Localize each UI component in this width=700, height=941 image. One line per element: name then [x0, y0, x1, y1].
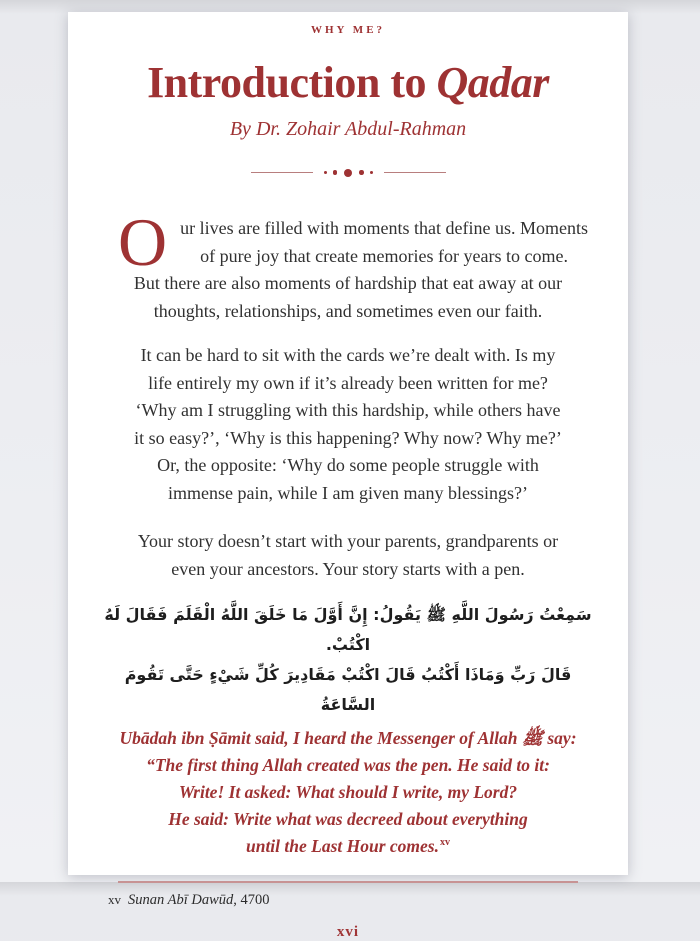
- ornament-line-left: [251, 172, 313, 173]
- body-line: ‘Why am I struggling with this hardship, while others have: [135, 400, 561, 420]
- paragraph-story: [104, 528, 592, 583]
- arabic-line: سَمِعْتُ رَسُولَ اللَّهِ ﷺ يَقُولُ: إِنَّ أَوَّلَ مَا خَلَقَ اللَّهُ الْقَلَمَ فَقَالَ لَهُ اكْتُبْ.: [104, 605, 592, 654]
- quote-line: “The first thing Allah created was the pen. He said to it:: [146, 755, 550, 775]
- ornament-dot: [370, 171, 373, 174]
- paragraph-questions: [104, 342, 592, 507]
- drop-cap: O: [118, 204, 168, 280]
- footnote-marker: xv: [108, 891, 121, 907]
- ornament-dot: [344, 169, 352, 177]
- footnote-source: Sunan Abī Dawūd: [128, 891, 234, 908]
- footnote: [104, 891, 592, 909]
- ornament-line-right: [384, 172, 446, 173]
- body-line: it so easy?’, ‘Why is this happening? Why now? Why me?’: [134, 427, 562, 448]
- hadith-translation: [104, 725, 592, 860]
- footnote-reference: xv: [440, 837, 450, 849]
- footnote-suffix: , 4700: [233, 891, 270, 908]
- quote-line-text: until the Last Hour comes.: [245, 836, 439, 856]
- running-head: WHY ME?: [310, 24, 386, 36]
- body-line: Your story doesn’t start with your parents, grandparents or: [137, 531, 559, 551]
- quote-line: He said: Write what was decreed about everything: [168, 809, 528, 829]
- chapter-title-emphasis: Qadar: [436, 58, 549, 107]
- body-line: of pure joy that create memories for years to come.: [200, 245, 568, 266]
- page-number: xvi: [336, 923, 360, 940]
- quote-line: [104, 833, 592, 860]
- chapter-title: [104, 58, 592, 108]
- paragraph-opening: [104, 204, 592, 325]
- document-page[interactable]: [68, 12, 628, 940]
- body-line: ur lives are filled with moments that define us. Moments: [180, 218, 589, 238]
- ornament-dot: [324, 171, 327, 174]
- body-line: thoughts, relationships, and sometimes even our faith.: [153, 300, 543, 321]
- ornament-dot: [359, 170, 364, 175]
- body-line: immense pain, while I am given many blessings?’: [168, 482, 528, 503]
- arabic-hadith: [104, 600, 592, 720]
- byline: By Dr. Zohair Abdul-Rahman: [229, 118, 467, 140]
- body-line: Or, the opposite: ‘Why do some people struggle with: [157, 455, 539, 475]
- body-line: even your ancestors. Your story starts with a pen.: [171, 558, 525, 579]
- ornament-dot: [333, 170, 338, 175]
- quote-line: Ubādah ibn Ṣāmit said, I heard the Messenger of Allah ﷺ say:: [119, 728, 577, 748]
- body-line: But there are also moments of hardship that eat away at our: [133, 273, 563, 293]
- arabic-line: قَالَ رَبِّ وَمَاذَا أَكْتُبُ قَالَ اكْتُبْ مَقَادِيرَ كُلِّ شَيْءٍ حَتَّى تَقُومَ السَّاعَةُ: [124, 665, 572, 714]
- ornament-divider: [104, 168, 592, 177]
- body-line: life entirely my own if it’s already been written for me?: [148, 372, 548, 393]
- quote-line: Write! It asked: What should I write, my Lord?: [178, 782, 518, 802]
- body-line: It can be hard to sit with the cards we’re dealt with. Is my: [140, 345, 556, 365]
- chapter-title-main: Introduction to: [147, 58, 437, 107]
